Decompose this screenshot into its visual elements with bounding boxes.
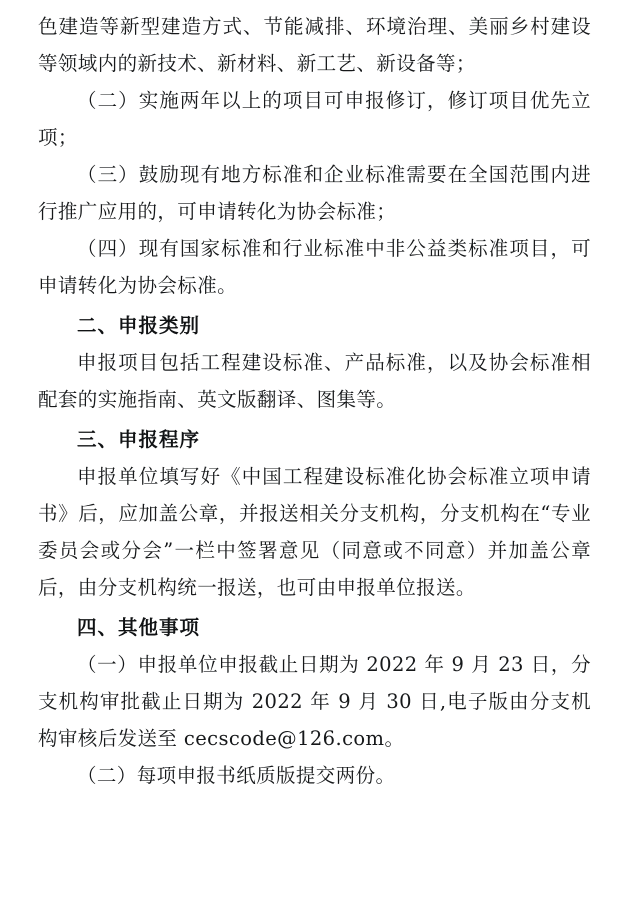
heading-section-declaration-category: 二、申报类别: [77, 314, 201, 337]
paragraph-declaration-procedure-body: 申报单位填写好《中国工程建设标准化协会标准立项申请书》后，应加盖公章，并报送相关分支机构，分支机构在“专业委员会或分会”一栏中签署意见（同意或不同意）并加盖公章后，由分支机构统一报送，也可由申报单位报送。: [38, 465, 591, 599]
heading-section-declaration-procedure: 三、申报程序: [77, 428, 201, 451]
paragraph-item-2: （二）实施两年以上的项目可申报修订，修订项目优先立项；: [38, 89, 591, 149]
paragraph-item-4: （四）现有国家标准和行业标准中非公益类标准项目，可申请转化为协会标准。: [38, 237, 591, 297]
paragraph-continued-scope: 色建造等新型建造方式、节能减排、环境治理、美丽乡村建设等领域内的新技术、新材料、新工艺、新设备等；: [38, 15, 591, 75]
paragraph-other-matters-item-2: （二）每项申报书纸质版提交两份。: [77, 764, 396, 787]
paragraph-declaration-category-body: 申报项目包括工程建设标准、产品标准，以及协会标准相配套的实施指南、英文版翻译、图集等。: [38, 351, 591, 411]
paragraph-item-3: （三）鼓励现有地方标准和企业标准需要在全国范围内进行推广应用的，可申请转化为协会标准；: [38, 163, 591, 223]
heading-section-other-matters: 四、其他事项: [77, 616, 201, 639]
paragraph-other-matters-item-1: （一）申报单位申报截止日期为 2022 年 9 月 23 日，分支机构审批截止日期为 2022 年 9 月 30 日,电子版由分支机构审核后发送至 cecscode@126.com。: [38, 653, 591, 750]
